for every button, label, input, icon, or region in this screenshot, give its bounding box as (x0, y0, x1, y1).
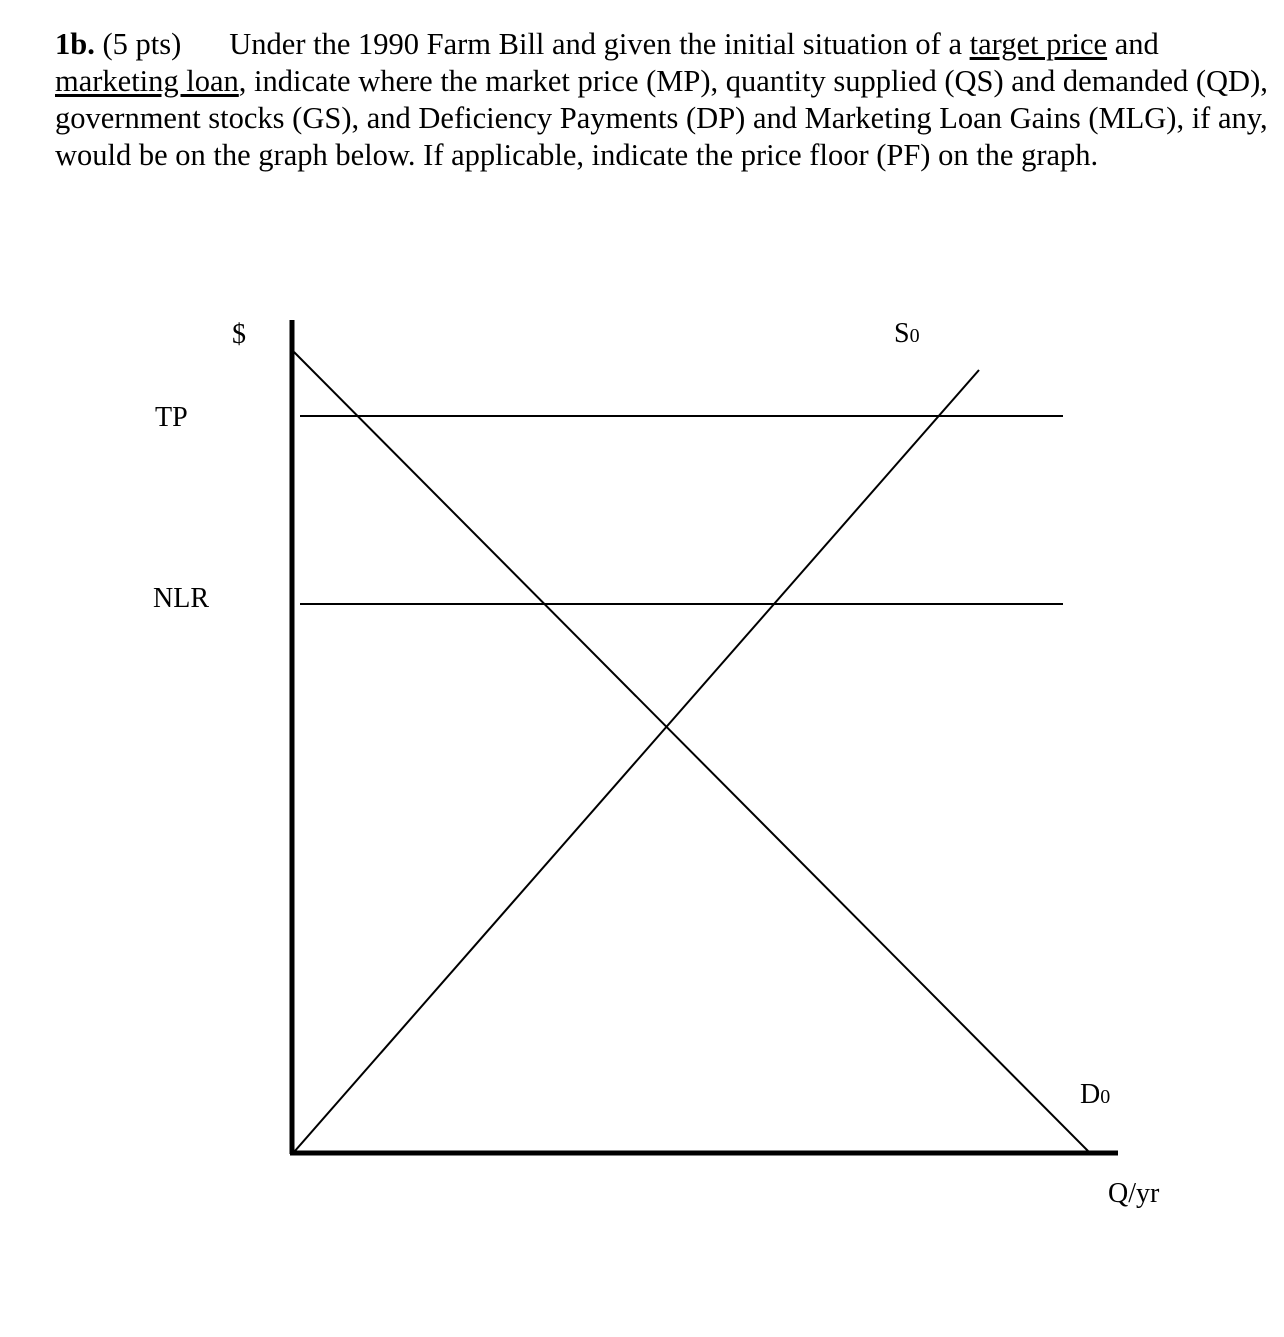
question-text-part-2: and (1107, 27, 1159, 61)
supply-curve-label (894, 318, 920, 349)
question-points: (5 pts) (102, 27, 182, 61)
y-axis-label: $ (232, 319, 246, 350)
question-text-part-3: , indicate where the market price (MP), quantity supplied (QS) and demanded (QD), government stocks (GS), and Deficiency Payments (DP) and Marketing Loan Gains (MLG), if any, would be on the graph below. If applicable, indicate the price floor (PF) on the graph. (55, 64, 1268, 172)
x-axis-label: Q/yr (1108, 1178, 1160, 1209)
question-number: 1b. (55, 27, 95, 61)
question-text-part-1: Under the 1990 Farm Bill and given the initial situation of a (229, 27, 970, 61)
loan-rate-label: NLR (153, 583, 209, 614)
supply-label-subscript: 0 (909, 325, 920, 347)
target-price-label: TP (155, 402, 188, 433)
supply-curve (294, 370, 979, 1152)
supply-label-letter: S (894, 318, 910, 349)
demand-curve (294, 352, 1090, 1153)
demand-curve-label (1080, 1079, 1110, 1110)
demand-label-letter: D (1080, 1079, 1101, 1110)
target-price-term: target price (969, 27, 1108, 61)
marketing-loan-term: marketing loan (55, 64, 239, 98)
demand-label-subscript: 0 (1100, 1086, 1111, 1108)
